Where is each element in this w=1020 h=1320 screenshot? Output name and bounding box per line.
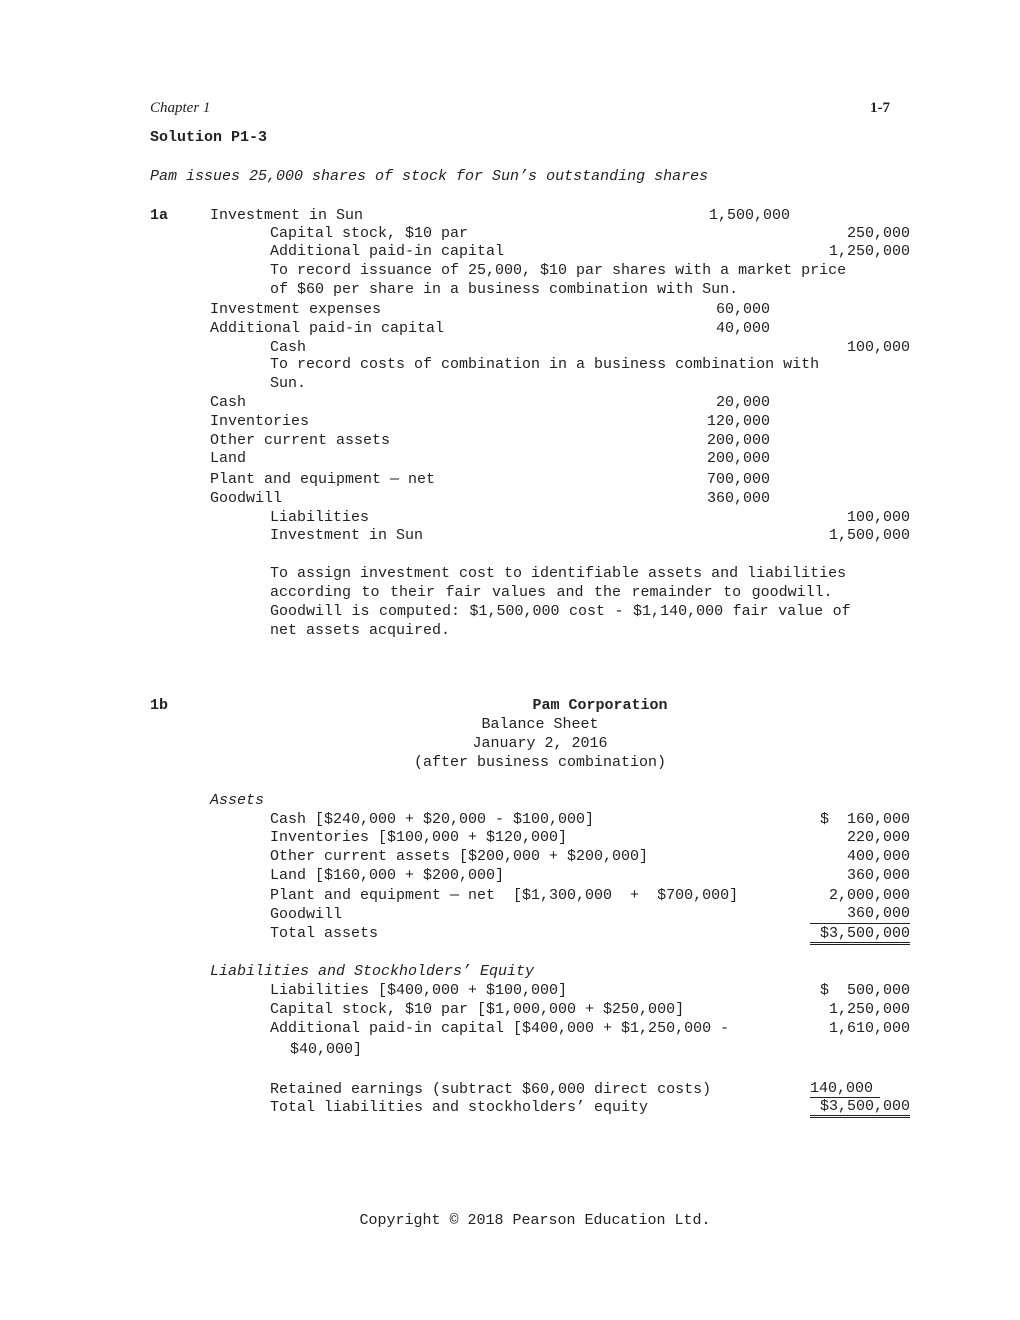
section-label-1b: 1b (150, 697, 169, 714)
liability-line-label: Liabilities [$400,000 + $100,000] (270, 982, 568, 999)
total-assets-label: Total assets (270, 925, 379, 942)
equity-line-amount: 1,610,000 (828, 1020, 910, 1037)
equity-line-label: Capital stock, $10 par [$1,000,000 + $250,000] (270, 1001, 685, 1018)
equity-line-label: Additional paid-in capital [$400,000 + $1,250,000 - (270, 1020, 730, 1037)
debit-amount: 200,000 (706, 432, 770, 449)
journal-account: Investment in Sun (270, 527, 424, 544)
debit-amount: 200,000 (706, 450, 770, 467)
journal-explanation: Sun. (270, 375, 307, 392)
journal-account: Land (210, 450, 247, 467)
retained-earnings-amount: 140,000 (810, 1080, 880, 1098)
asset-line-amount: 360,000 (846, 867, 910, 884)
debit-amount: 60,000 (715, 301, 770, 318)
credit-amount: 1,500,000 (828, 527, 910, 544)
asset-line-amount: 360,000 (810, 905, 910, 924)
journal-explanation: Goodwill is computed: $1,500,000 cost - $1,140,000 fair value of (270, 603, 851, 620)
journal-account: Other current assets (210, 432, 391, 449)
journal-account: Goodwill (210, 490, 283, 507)
asset-line-label: Plant and equipment — net [$1,300,000 + $700,000] (270, 887, 739, 904)
solution-title: Solution P1-3 (150, 129, 268, 146)
debit-amount: 1,500,000 (708, 207, 790, 224)
asset-line-label: Goodwill (270, 906, 343, 923)
liabilities-heading: Liabilities and Stockholders’ Equity (210, 963, 535, 980)
journal-explanation: To assign investment cost to identifiable assets and liabilities (270, 565, 847, 582)
journal-account: Cash (210, 394, 247, 411)
intro-text: Pam issues 25,000 shares of stock for Sun’s outstanding shares (150, 168, 709, 185)
debit-amount: 700,000 (706, 471, 770, 488)
total-liabilities-equity-amount: $3,500,000 (810, 1099, 910, 1118)
journal-explanation: according to their fair values and the remainder to goodwill. (270, 584, 833, 601)
section-label-1a: 1a (150, 207, 169, 224)
statement-date: January 2, 2016 (472, 735, 608, 752)
company-name: Pam Corporation (532, 697, 668, 714)
journal-account: Additional paid-in capital (210, 320, 445, 337)
journal-explanation: net assets acquired. (270, 622, 451, 639)
journal-account: Plant and equipment — net (210, 471, 436, 488)
credit-amount: 250,000 (846, 225, 910, 242)
journal-account: Investment expenses (210, 301, 382, 318)
journal-account: Additional paid-in capital (270, 243, 505, 260)
equity-line-amount: 1,250,000 (828, 1001, 910, 1018)
debit-amount: 40,000 (715, 320, 770, 337)
debit-amount: 120,000 (706, 413, 770, 430)
asset-line-label: Other current assets [$200,000 + $200,000] (270, 848, 649, 865)
liability-line-amount: $ 500,000 (819, 982, 910, 999)
total-liabilities-equity-label: Total liabilities and stockholders’ equity (270, 1099, 649, 1116)
credit-amount: 100,000 (846, 339, 910, 356)
chapter-label: Chapter 1 (150, 100, 211, 116)
page-number: 1-7 (870, 100, 890, 116)
asset-line-amount: 400,000 (846, 848, 910, 865)
debit-amount: 20,000 (715, 394, 770, 411)
statement-title: Balance Sheet (481, 716, 599, 733)
statement-note: (after business combination) (413, 754, 667, 771)
asset-line-label: Land [$160,000 + $200,000] (270, 867, 505, 884)
retained-earnings-label: Retained earnings (subtract $60,000 direct costs) (270, 1081, 712, 1098)
asset-line-amount: 2,000,000 (828, 887, 910, 904)
journal-explanation: To record issuance of 25,000, $10 par shares with a market price (270, 262, 847, 279)
journal-account: Capital stock, $10 par (270, 225, 469, 242)
journal-account: Cash (270, 339, 307, 356)
asset-line-label: Cash [$240,000 + $20,000 - $100,000] (270, 811, 595, 828)
journal-account: Liabilities (270, 509, 370, 526)
asset-line-label: Inventories [$100,000 + $120,000] (270, 829, 568, 846)
credit-amount: 1,250,000 (828, 243, 910, 260)
assets-heading: Assets (210, 792, 265, 809)
journal-account: Inventories (210, 413, 310, 430)
equity-line-label-continued: $40,000] (290, 1041, 363, 1058)
journal-account: Investment in Sun (210, 207, 364, 224)
journal-explanation: To record costs of combination in a business combination with (270, 356, 820, 373)
journal-explanation: of $60 per share in a business combination with Sun. (270, 281, 739, 298)
copyright-footer: Copyright © 2018 Pearson Education Ltd. (359, 1212, 711, 1229)
asset-line-amount: $ 160,000 (819, 811, 910, 828)
credit-amount: 100,000 (846, 509, 910, 526)
debit-amount: 360,000 (706, 490, 770, 507)
asset-line-amount: 220,000 (846, 829, 910, 846)
total-assets-amount: $3,500,000 (810, 926, 910, 945)
